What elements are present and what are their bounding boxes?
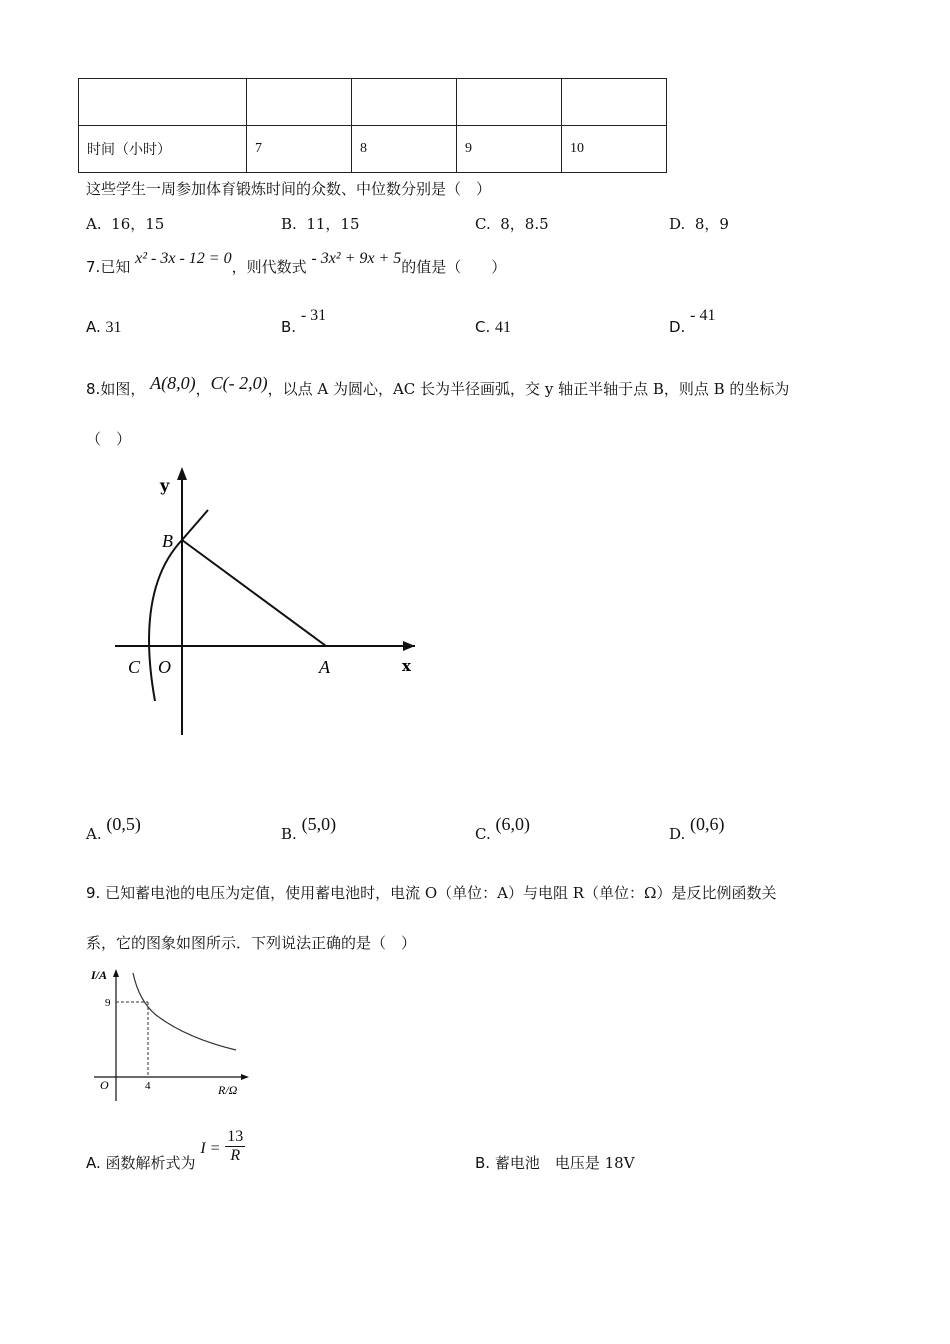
question-number: 7.: [86, 258, 101, 276]
option-text: 31: [105, 319, 122, 336]
option-label: D.: [669, 215, 686, 233]
q7-option-c: [475, 318, 511, 337]
fraction-lhs: I =: [200, 1140, 221, 1157]
option-label: D.: [669, 318, 686, 336]
option-label: C.: [475, 318, 491, 336]
table-cell: [457, 79, 562, 126]
q8-point-c: C(- 2,0): [210, 373, 268, 393]
table-cell: 10: [562, 126, 667, 173]
option-text: (0,5): [106, 814, 141, 834]
x-tick-label: 4: [145, 1080, 151, 1092]
option-text: - 31: [300, 307, 327, 324]
q6-option-d: [669, 213, 729, 234]
option-text: (5,0): [301, 814, 337, 834]
option-label: A.: [86, 215, 102, 233]
q8-figure: [110, 465, 430, 745]
option-label: B.: [281, 215, 297, 233]
point-b-label: B: [162, 531, 173, 551]
question-number: 8.: [86, 380, 101, 398]
question-number: 9.: [86, 884, 101, 902]
q9-text: 已知蓄电池的电压为定值，使用蓄电池时，电流 O（单位：A）与电阻 R（单位：Ω）是反比例函数关: [105, 884, 777, 902]
segment-ab: [182, 540, 326, 646]
option-text: 11，15: [306, 215, 360, 233]
origin-label: O: [158, 657, 171, 677]
data-table: [78, 78, 667, 173]
y-tick-label: 9: [105, 997, 111, 1009]
option-text: 41: [495, 319, 512, 336]
q7-post: 的值是（ ）: [401, 258, 507, 276]
table-row: [79, 126, 667, 173]
q8-point-a: A(8,0): [150, 373, 196, 393]
option-text: 函数解析式为: [105, 1154, 196, 1172]
option-label: C.: [475, 825, 491, 843]
q6-option-b: [281, 213, 360, 234]
q9-option-b: [475, 1152, 635, 1173]
x-label: x: [402, 657, 411, 675]
point-a-label: A: [319, 657, 330, 677]
q8-pre: 如图，: [100, 380, 146, 398]
option-text: - 41: [690, 307, 716, 324]
table-header-cell: 时间（小时）: [79, 126, 247, 173]
x-label: R/Ω: [218, 1083, 238, 1097]
q7-expression: - 3x² + 9x + 5: [311, 250, 402, 267]
q6-stem: 这些学生一周参加体育锻炼时间的众数、中位数分别是（ ）: [86, 180, 492, 198]
fraction-numerator: 13: [227, 1128, 244, 1145]
q9-figure: [86, 965, 256, 1105]
table-cell: 9: [457, 126, 562, 173]
q7-pre: 已知: [100, 258, 131, 276]
q9-line2: 系，它的图象如图所示．下列说法正确的是（ ）: [86, 934, 417, 952]
q9-line1: [86, 882, 777, 903]
option-label: D.: [669, 825, 686, 843]
option-text: (0,6): [690, 814, 725, 834]
q9-option-a: [86, 1128, 245, 1178]
y-axis-arrow-icon: [113, 969, 119, 977]
option-label: A.: [86, 1154, 101, 1172]
point-c-label: C: [128, 657, 141, 677]
x-axis-arrow-icon: [241, 1074, 249, 1080]
q7-option-d: [669, 307, 716, 337]
q7-mid: ，则代数式: [231, 258, 307, 276]
q8-option-d: [669, 814, 725, 844]
table-cell: [247, 79, 352, 126]
option-label: B.: [475, 1154, 491, 1172]
option-label: C.: [475, 215, 491, 233]
y-label: I/A: [91, 968, 108, 982]
option-label: B.: [281, 318, 297, 336]
table-cell: [352, 79, 457, 126]
option-text: 蓄电池 电压是 18V: [494, 1154, 635, 1172]
option-text: 8，8.5: [500, 215, 549, 233]
q8-option-c: [475, 814, 530, 844]
x-axis-arrow-icon: [403, 641, 415, 651]
q8-option-a: [86, 814, 141, 844]
q7-equation: x² - 3x - 12 = 0: [135, 250, 232, 267]
table-cell: 7: [247, 126, 352, 173]
q8-post: ，以点 A 为圆心，AC 长为半径画弧，交 y 轴正半轴于点 B，则点 B 的坐标为: [267, 380, 790, 398]
q7-stem: [86, 250, 507, 277]
option-text: 8，9: [694, 215, 729, 233]
origin-label: O: [100, 1078, 109, 1092]
table-cell: [562, 79, 667, 126]
option-text: (6,0): [495, 814, 530, 834]
option-text: 16，15: [111, 215, 165, 233]
y-label: y: [160, 476, 170, 495]
q8-option-b: [281, 814, 337, 844]
option-label: A.: [86, 318, 101, 336]
table-cell: 8: [352, 126, 457, 173]
option-label: B.: [281, 825, 297, 843]
q7-option-a: [86, 318, 122, 337]
table-cell: [79, 79, 247, 126]
option-label: A.: [86, 825, 102, 843]
q8-paren: （ ）: [86, 430, 132, 448]
y-axis-arrow-icon: [177, 467, 187, 480]
table-row: [79, 79, 667, 126]
q6-option-c: [475, 213, 549, 234]
fraction-denominator: R: [230, 1147, 241, 1164]
q6-option-a: [86, 213, 164, 234]
q7-option-b: [281, 307, 327, 337]
q8-stem: 8.如图， A(8,0)，C(- 2,0)，以点 A 为圆心，AC 长为半径画弧，交 y 轴正半轴于点 B，则点 B 的坐标为: [86, 373, 790, 398]
fraction: [225, 1128, 245, 1165]
